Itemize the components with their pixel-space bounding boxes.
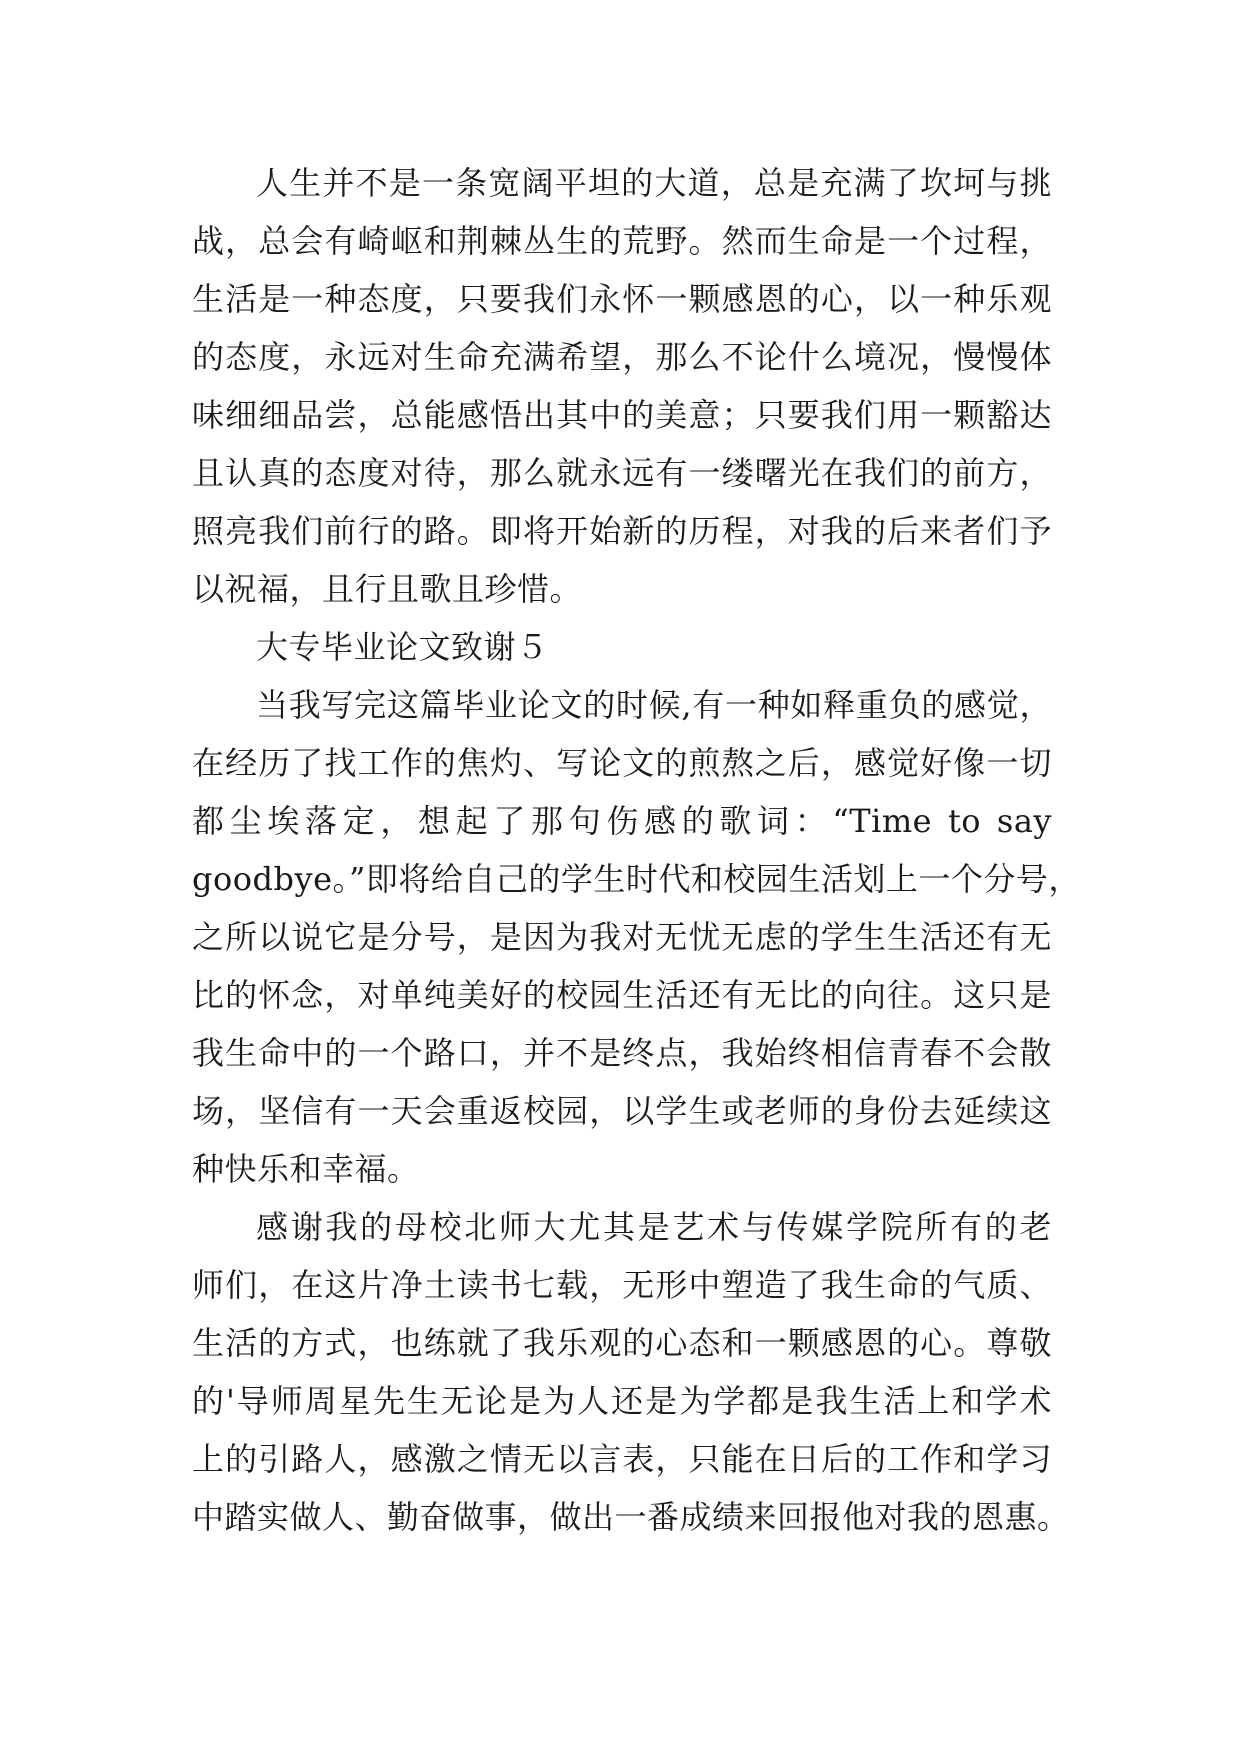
text-line: 味细细品尝，总能感悟出其中的美意；只要我们用一颗豁达 [192, 396, 1052, 434]
text-line: 种快乐和幸福。 [192, 1150, 420, 1188]
text-line: 在经历了找工作的焦灼、写论文的煎熬之后，感觉好像一切 [192, 744, 1052, 782]
paragraph [192, 154, 1052, 618]
text-line: 且认真的态度对待，那么就永远有一缕曙光在我们的前方， [192, 454, 1052, 492]
text-line: 都尘埃落定，想起了那句伤感的歌词：“Time to say [192, 802, 1052, 840]
text-line: 场，坚信有一天会重返校园，以学生或老师的身份去延续这 [192, 1092, 1052, 1130]
text-line: goodbye。”即将给自己的学生时代和校园生活划上一个分号， [192, 860, 1081, 898]
text-line: 比的怀念，对单纯美好的校园生活还有无比的向往。这只是 [192, 976, 1052, 1014]
heading-text: 大专毕业论文致谢５ [256, 628, 549, 666]
text-line: 上的引路人，感激之情无以言表，只能在日后的工作和学习 [192, 1440, 1052, 1478]
text-line: 师们，在这片净土读书七载，无形中塑造了我生命的气质、 [192, 1266, 1052, 1304]
text-line: 生活是一种态度，只要我们永怀一颗感恩的心，以一种乐观 [192, 280, 1052, 318]
text-line: 之所以说它是分号，是因为我对无忧无虑的学生生活还有无 [192, 918, 1052, 956]
text-line: 感谢我的母校北师大尤其是艺术与传媒学院所有的老 [256, 1208, 1052, 1246]
section-heading [192, 618, 1052, 676]
text-line: 生活的方式，也练就了我乐观的心态和一颗感恩的心。尊敬 [192, 1324, 1052, 1362]
text-line: 战，总会有崎岖和荆棘丛生的荒野。然而生命是一个过程， [192, 222, 1052, 260]
text-line: 人生并不是一条宽阔平坦的大道，总是充满了坎坷与挑 [256, 164, 1052, 202]
text-line: 照亮我们前行的路。即将开始新的历程，对我的后来者们予 [192, 512, 1052, 550]
paragraph [192, 676, 1081, 1198]
text-line: 以祝福，且行且歌且珍惜。 [192, 570, 583, 608]
document-body [192, 154, 1081, 1546]
text-line: 中踏实做人、勤奋做事，做出一番成绩来回报他对我的恩惠。 [192, 1498, 1070, 1536]
text-line: 我生命中的一个路口，并不是终点，我始终相信青春不会散 [192, 1034, 1052, 1072]
text-line: 当我写完这篇毕业论文的时候,有一种如释重负的感觉， [256, 686, 1052, 724]
text-line: 的'导师周星先生无论是为人还是为学都是我生活上和学术 [192, 1382, 1052, 1420]
paragraph [192, 1198, 1070, 1546]
text-line: 的态度，永远对生命充满希望，那么不论什么境况，慢慢体 [192, 338, 1052, 376]
